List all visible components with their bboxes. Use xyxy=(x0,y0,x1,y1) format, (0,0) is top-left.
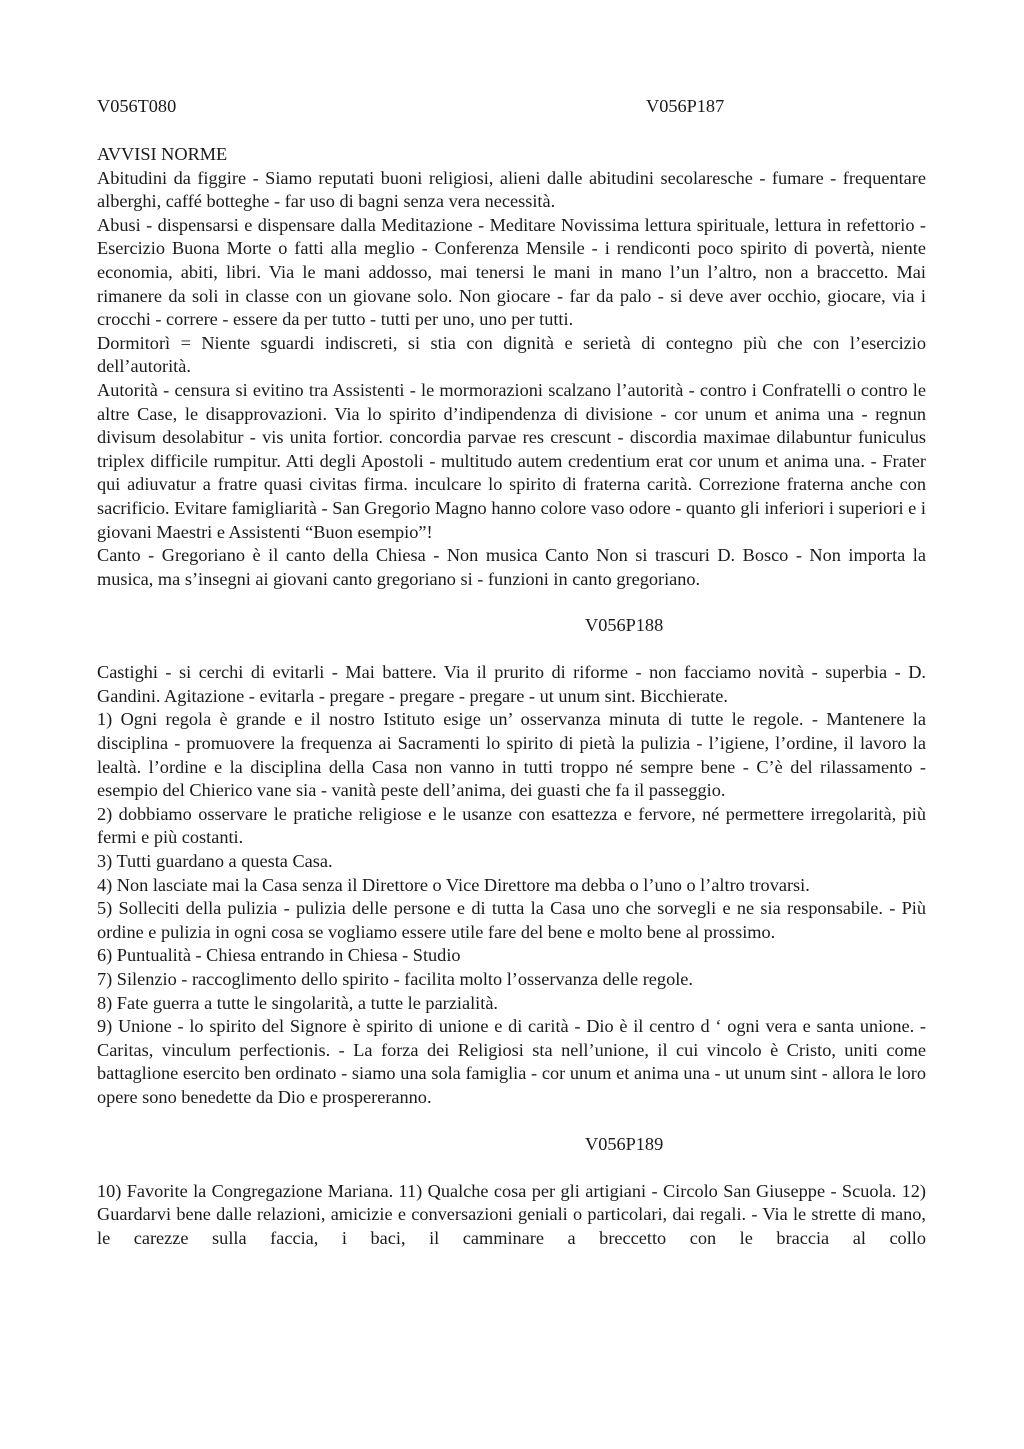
section-heading: AVVISI NORME xyxy=(97,144,228,164)
document-code: V056T080 xyxy=(97,96,177,116)
paragraph: 2) dobbiamo osservare le pratiche religiose e le usanze con esattezza e fervore, né permettere irregolarità, più fermi e più costanti. xyxy=(97,803,926,848)
paragraph: Abitudini da figgire - Siamo reputati buoni religiosi, alieni dalle abitudini secolaresche - fumare - frequentare alberghi, caffé botteghe - far uso di bagni senza vera necessità. xyxy=(97,167,926,212)
page-code-header xyxy=(97,95,926,119)
page-code: V056P187 xyxy=(646,96,725,116)
paragraph: 10) Favorite la Congregazione Mariana. 11) Qualche cosa per gli artigiani - Circolo San Giuseppe - Scuola. 12) Guardarvi bene dalle relazioni, amicizie e conversazioni geniali o particolari, dai regali. - Via le strette di mano, le carezze sulla faccia, i baci, il camminare a breccetto con le braccia al collo xyxy=(97,1180,926,1248)
page-code-divider xyxy=(97,1133,926,1157)
page-code: V056P189 xyxy=(585,1133,664,1154)
paragraph: 7) Silenzio - raccoglimento dello spirito - facilita molto l’osservanza delle regole. xyxy=(97,969,693,989)
paragraph: Abusi - dispensarsi e dispensare dalla Meditazione - Meditare Novissima lettura spirituale, lettura in refettorio - Esercizio Buona Morte o fatti alla meglio - Conferenza Mensile - i rendiconti poco spirito di povertà, niente economia, abiti, libri. Via le mani addosso, mai tenersi le mani in mano l’un l’altro, non a braccetto. Mai rimanere da soli in classe con un giovane solo. Non giocare - far da palo - si deve aver occhio, giocare, via i crocchi - correre - essere da per tutto - tutti per uno, uno per tutti. xyxy=(97,214,926,330)
document-page xyxy=(97,95,926,1250)
paragraph: 1) Ogni regola è grande e il nostro Istituto esige un’ osservanza minuta di tutte le regole. - Mantenere la disciplina - promuovere la frequenza ai Sacramenti lo spirito di pietà la pulizia - l’igiene, l’ordine, il lavoro la lealtà. l’ordine e la disciplina della Casa non vanno in tutti troppo né sempre bene - C’è del rilassamento - esempio del Chierico vane sia - vanità peste dell’anima, dei guasti che fa il passeggio. xyxy=(97,709,926,801)
paragraph: Autorità - censura si evitino tra Assistenti - le mormorazioni scalzano l’autorità - contro i Confratelli o contro le altre Case, le disapprovazioni. Via lo spirito d’indipendenza di divisione - cor unum et anima una - regnun divisum desolabitur - vis unita fortior. concordia parvae res crescunt - discordia maximae dilabuntur funiculus triplex difficile rumpitur. Atti degli Apostoli - multitudo autem credentium erat cor unum et anima una. - Frater qui adiuvatur a fratre quasi civitas firma. inculcare lo spirito di fraterna carità. Correzione fraterna anche con sacrificio. Evitare famigliarità - San Gregorio Magno hanno colore vaso odore - quanto gli inferiori i superiori e i giovani Maestri e Assistenti “Buon esempio”! xyxy=(97,379,926,542)
paragraph: 4) Non lasciate mai la Casa senza il Direttore o Vice Direttore ma debba o l’uno o l’altro trovarsi. xyxy=(97,874,810,895)
page-code: V056P188 xyxy=(585,615,664,636)
paragraph: 8) Fate guerra a tutte le singolarità, a tutte le parzialità. xyxy=(97,992,499,1013)
paragraph: Castighi - si cerchi di evitarli - Mai battere. Via il prurito di riforme - non facciamo novità - superbia - D. Gandini. Agitazione - evitarla - pregare - pregare - pregare - ut unum sint. Bicchierate. xyxy=(97,662,926,706)
paragraph: 5) Solleciti della pulizia - pulizia delle persone e di tutta la Casa uno che sorvegli e ne sia responsabile. - Più ordine e pulizia in ogni cosa se vogliamo essere utile fare del bene e molto bene al prossimo. xyxy=(97,898,926,942)
paragraph: 9) Unione - lo spirito del Signore è spirito di unione e di carità - Dio è il centro d ‘ ogni vera e santa unione. - Caritas, vinculum perfectionis. - La forza dei Religiosi sta nell’unione, il cui vincolo è Cristo, uniti come battaglione esercito ben ordinato - siamo una sola famiglia - cor unum et anima una - ut unum sint - allora le loro opere sono benedette da Dio e prospereranno. xyxy=(97,1016,926,1107)
paragraph: Canto - Gregoriano è il canto della Chiesa - Non musica Canto Non si trascuri D. Bosco - Non importa la musica, ma s’insegni ai giovani canto gregoriano si - funzioni in canto gregoriano. xyxy=(97,545,926,589)
paragraph: 3) Tutti guardano a questa Casa. xyxy=(97,851,333,872)
page-code-divider xyxy=(97,614,926,638)
paragraph: 6) Puntualità - Chiesa entrando in Chiesa - Studio xyxy=(97,945,461,966)
paragraph: Dormitorì = Niente sguardi indiscreti, si stia con dignità e serietà di contegno più che con l’esercizio dell’autorità. xyxy=(97,332,926,377)
